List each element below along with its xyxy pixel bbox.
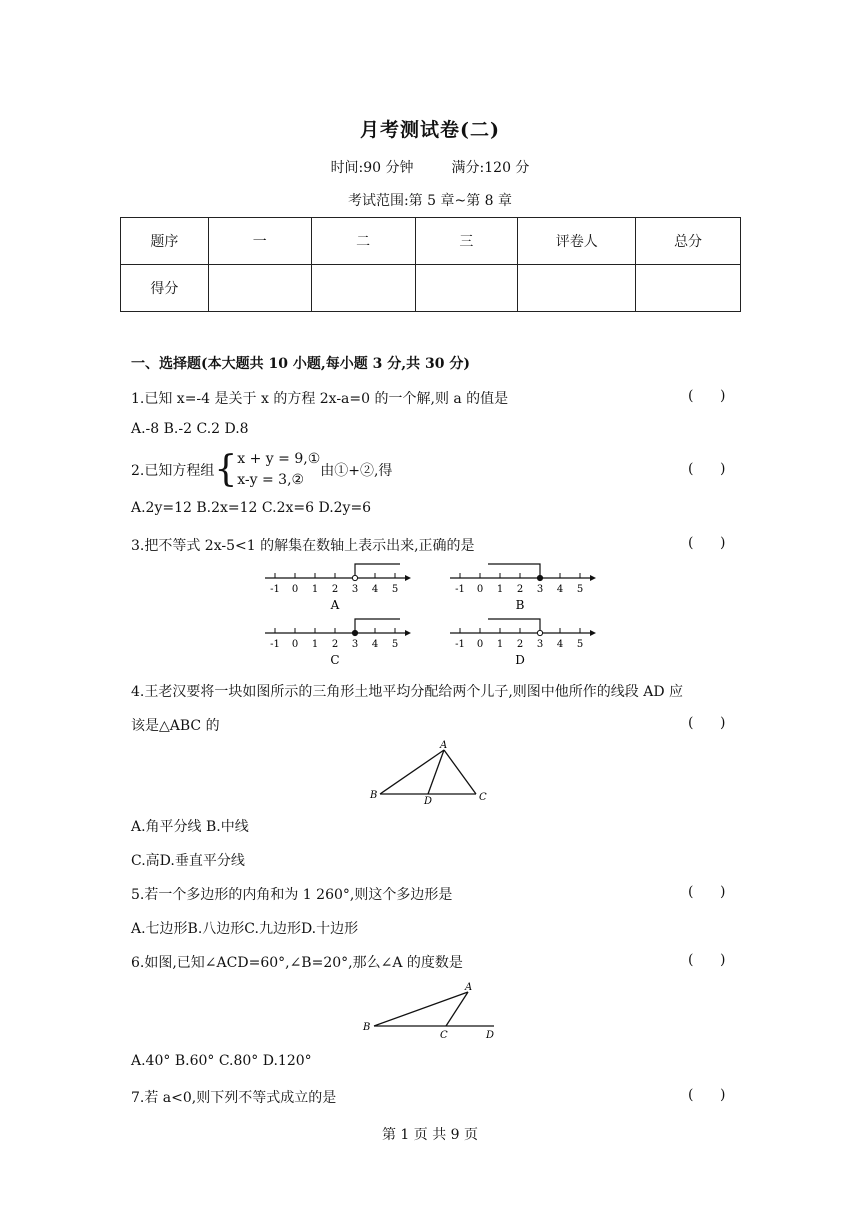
tick-label: 3 — [351, 639, 359, 650]
tick-label: 1 — [311, 584, 319, 595]
point-label-a: A — [465, 982, 473, 993]
question-5-options: A.七边形B.八边形C.九边形D.十边形 — [131, 921, 359, 937]
point-label-b: B — [363, 1022, 371, 1033]
page-footer: 第 1 页 共 9 页 — [381, 1127, 479, 1143]
point-label-d: D — [424, 796, 433, 807]
option-label-d: D — [515, 653, 525, 667]
option-label-c: C — [330, 653, 340, 667]
score-input-cell[interactable] — [636, 265, 741, 312]
number-line-d — [450, 619, 596, 667]
answer-bracket[interactable]: ( ) — [688, 952, 726, 968]
score-input-cell[interactable] — [311, 265, 415, 312]
exam-time: 时间:90 分钟 — [330, 160, 414, 176]
answer-bracket[interactable]: ( ) — [688, 535, 726, 551]
point-label-a: A — [440, 740, 448, 751]
tick-label: 5 — [391, 584, 399, 595]
number-line-b — [450, 564, 596, 612]
question-4-stem-line2: 该是△ABC 的 — [131, 718, 220, 734]
score-table — [120, 217, 741, 312]
question-4-options-line1: A.角平分线 B.中线 — [131, 819, 249, 835]
score-header-cell: 题序 — [121, 218, 209, 265]
question-6-options: A.40° B.60° C.80° D.120° — [131, 1053, 312, 1069]
number-line-c — [265, 619, 411, 667]
tick-marks — [460, 573, 580, 578]
tick-label: 2 — [516, 639, 524, 650]
question-7-stem: 7.若 a<0,则下列不等式成立的是 — [131, 1090, 337, 1106]
equation-2: x-y = 3,② — [237, 472, 305, 488]
question-2-stem-pre: 2.已知方程组 — [131, 463, 215, 479]
tick-marks — [275, 573, 395, 578]
option-label-b: B — [515, 598, 525, 612]
tick-label: 1 — [311, 639, 319, 650]
answer-bracket[interactable]: ( ) — [688, 388, 726, 404]
exam-title: 月考测试卷(二) — [360, 119, 500, 141]
score-row-label: 得分 — [121, 265, 209, 312]
question-6-stem: 6.如图,已知∠ACD=60°,∠B=20°,那么∠A 的度数是 — [131, 955, 463, 971]
section-title: 一、选择题(本大题共 10 小题,每小题 3 分,共 30 分) — [131, 356, 470, 372]
tick-label: 0 — [291, 584, 299, 595]
tick-label: 4 — [371, 639, 379, 650]
answer-bracket[interactable]: ( ) — [688, 1087, 726, 1103]
tick-label: 1 — [496, 639, 504, 650]
brace-glyph: { — [214, 449, 238, 490]
point-label-c: C — [440, 1030, 448, 1041]
score-header-cell: 一 — [208, 218, 311, 265]
score-input-cell[interactable] — [415, 265, 518, 312]
answer-bracket[interactable]: ( ) — [688, 715, 726, 731]
exam-scope: 考试范围:第 5 章~第 8 章 — [347, 193, 513, 209]
tick-label: 5 — [391, 639, 399, 650]
tick-marks — [275, 628, 395, 633]
tick-label: 0 — [476, 584, 484, 595]
tick-label: -1 — [455, 639, 465, 650]
tick-label: 4 — [556, 639, 564, 650]
question-4-options-line2: C.高D.垂直平分线 — [131, 853, 245, 869]
score-header-cell: 评卷人 — [518, 218, 636, 265]
score-input-cell[interactable] — [518, 265, 636, 312]
point-label-d: D — [486, 1030, 495, 1041]
tick-label: 0 — [291, 639, 299, 650]
question-1-options: A.-8 B.-2 C.2 D.8 — [131, 421, 249, 437]
question-2-stem-post: 由①+②,得 — [320, 463, 393, 479]
score-header-cell: 二 — [311, 218, 415, 265]
tick-label: 5 — [576, 639, 584, 650]
score-table-score-row — [121, 265, 741, 312]
tick-marks — [460, 628, 580, 633]
point-label-c: C — [479, 792, 487, 803]
question-3-stem: 3.把不等式 2x-5<1 的解集在数轴上表示出来,正确的是 — [131, 538, 475, 554]
equation-1: x + y = 9,① — [237, 451, 321, 467]
question-1-stem: 1.已知 x=-4 是关于 x 的方程 2x-a=0 的一个解,则 a 的值是 — [131, 391, 509, 407]
tick-label: -1 — [455, 584, 465, 595]
question-2-options: A.2y=12 B.2x=12 C.2x=6 D.2y=6 — [131, 500, 372, 516]
tick-label: 4 — [371, 584, 379, 595]
tick-label: 0 — [476, 639, 484, 650]
tick-label: 3 — [536, 639, 544, 650]
equation-system — [237, 449, 320, 491]
tick-label: 1 — [496, 584, 504, 595]
number-line-a — [265, 564, 411, 612]
tick-label: -1 — [270, 584, 280, 595]
number-lines-figure — [255, 560, 605, 670]
tick-label: -1 — [270, 639, 280, 650]
tick-label: 3 — [351, 584, 359, 595]
tick-label: 2 — [516, 584, 524, 595]
triangle-abc-figure — [368, 738, 498, 808]
tick-label: 3 — [536, 584, 544, 595]
exam-full-score: 满分:120 分 — [451, 160, 530, 176]
option-label-a: A — [330, 598, 340, 612]
tick-label: 4 — [556, 584, 564, 595]
question-4-stem-line1: 4.王老汉要将一块如图所示的三角形土地平均分配给两个儿子,则图中他所作的线段 AD 应 — [131, 684, 684, 700]
score-input-cell[interactable] — [208, 265, 311, 312]
triangle-angle-figure — [362, 978, 502, 1040]
question-5-stem: 5.若一个多边形的内角和为 1 260°,则这个多边形是 — [131, 887, 453, 903]
exam-meta — [0, 157, 860, 177]
answer-bracket[interactable]: ( ) — [688, 461, 726, 477]
tick-label: 5 — [576, 584, 584, 595]
score-header-cell: 总分 — [636, 218, 741, 265]
tick-label: 2 — [331, 639, 339, 650]
tick-label: 2 — [331, 584, 339, 595]
question-2-stem — [131, 449, 392, 491]
answer-bracket[interactable]: ( ) — [688, 884, 726, 900]
score-table-header-row — [121, 218, 741, 265]
point-label-b: B — [370, 790, 378, 801]
score-header-cell: 三 — [415, 218, 518, 265]
